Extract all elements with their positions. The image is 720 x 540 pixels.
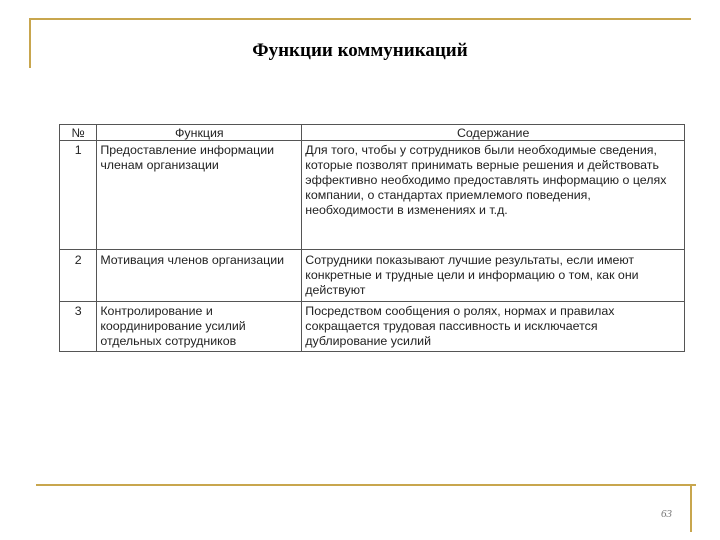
header-function: Функция [97, 125, 302, 141]
row-content: Для того, чтобы у сотрудников были необходимые сведения, которые позволят принимать верные решения и действовать эффективно необходимо предоставлять информацию о целях компании, о стандартах приемлемого поведения, необходимости в изменениях и т.д. [302, 141, 685, 250]
row-function: Мотивация членов организации [97, 250, 302, 302]
table-row [60, 141, 685, 250]
row-function: Предоставление информации членам организации [97, 141, 302, 250]
header-num: № [60, 125, 97, 141]
row-num: 1 [60, 141, 97, 250]
functions-table [59, 124, 685, 352]
table-header-row [60, 125, 685, 141]
frame-right-line [690, 484, 692, 532]
row-content: Сотрудники показывают лучшие результаты, если имеют конкретные и трудные цели и информацию о том, как они действуют [302, 250, 685, 302]
frame-top-line [29, 18, 691, 20]
row-num: 2 [60, 250, 97, 302]
slide-title: Функции коммуникаций [252, 40, 468, 61]
table-row [60, 250, 685, 302]
row-function: Контролирование и координирование усилий отдельных сотрудников [97, 302, 302, 352]
page-number: 63 [661, 508, 672, 520]
row-content: Посредством сообщения о ролях, нормах и правилах сокращается трудовая пассивность и исключается дублирование усилий [302, 302, 685, 352]
frame-bottom-line [36, 484, 696, 486]
header-content: Содержание [302, 125, 685, 141]
table-row [60, 302, 685, 352]
row-num: 3 [60, 302, 97, 352]
